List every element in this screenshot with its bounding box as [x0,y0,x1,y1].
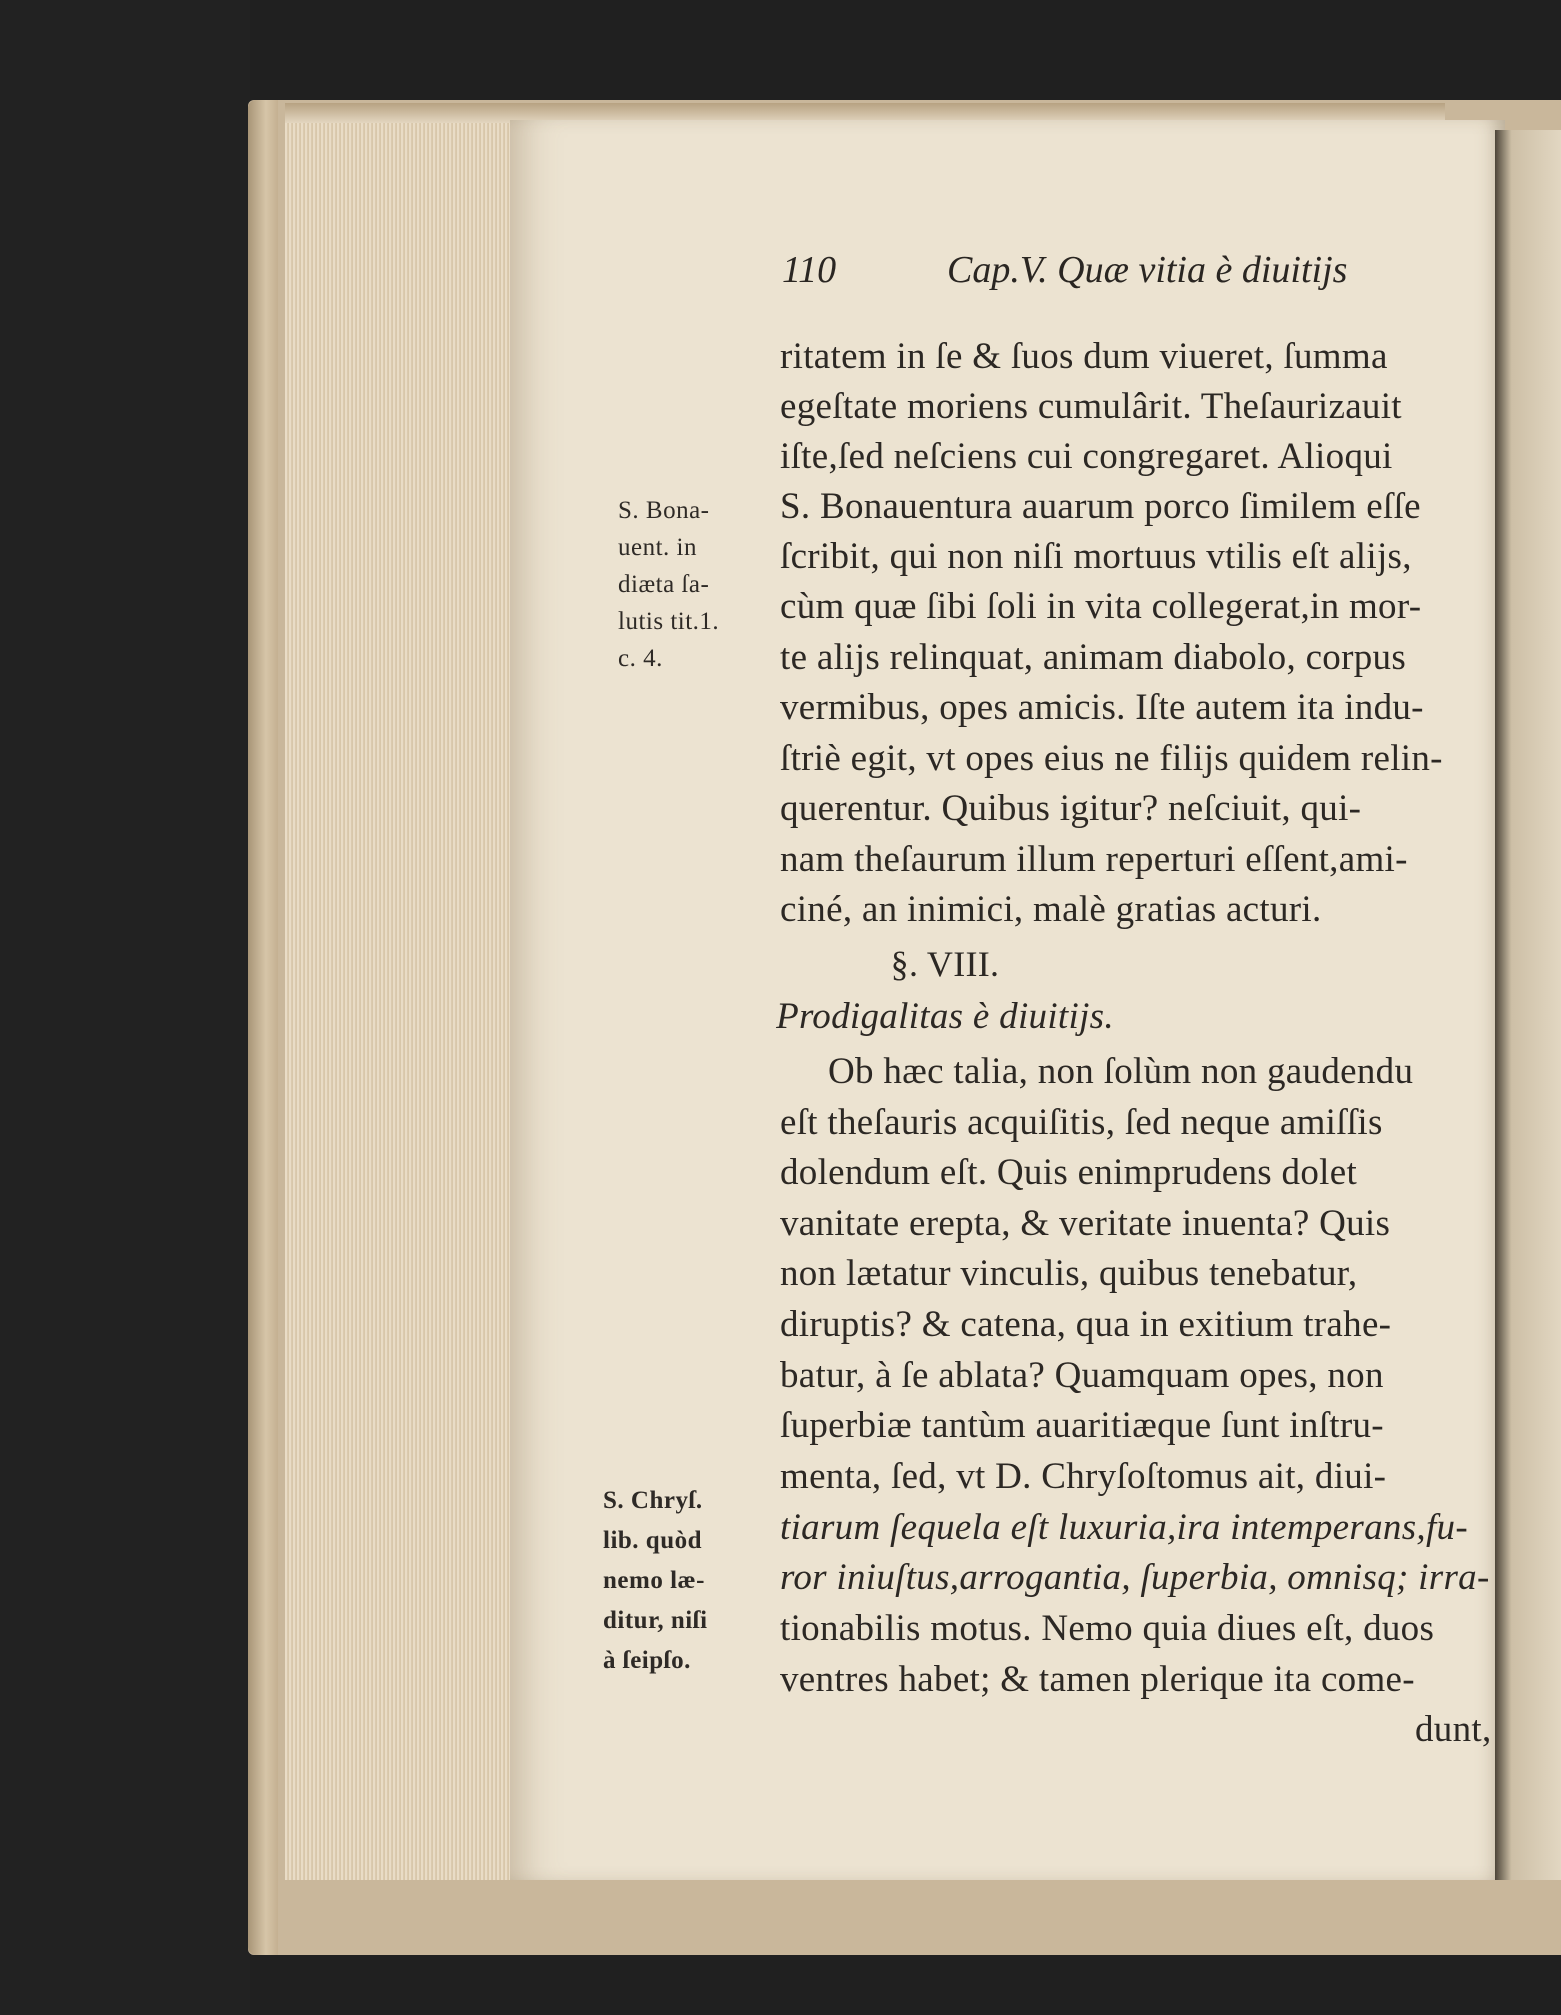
margin-note-line: ditur, niſi [603,1607,708,1634]
text-line: ſcribit, qui non niſi mortuus vtilis eſt alijs, [780,536,1412,577]
text-line: S. Bonauentura auarum porco ſimilem eſſe [780,486,1421,527]
text-line: dolendum eſt. Quis enimprudens dolet [780,1152,1358,1193]
text-line: querentur. Quibus igitur? neſciuit, qui- [780,788,1362,829]
facing-page-edge [1495,130,1561,1880]
text-line: eſt theſauris acquiſitis, ſed neque amiſſis [780,1102,1383,1143]
text-line: Ob hæc talia, non ſolùm non gaudendu [828,1051,1414,1092]
text-line: cùm quæ ſibi ſoli in vita collegerat,in mor- [780,586,1422,627]
margin-note-line: c. 4. [618,645,663,672]
text-line: menta, ſed, vt D. Chryſoſtomus ait, diui- [780,1456,1387,1497]
book-cover-edge [248,100,278,1955]
section-number: §. VIII. [890,944,1000,984]
background-left [0,0,250,2015]
text-line: vermibus, opes amicis. Iſte autem ita indu- [780,687,1424,728]
text-line: ritatem in ſe & ſuos dum viueret, ſumma [780,336,1388,377]
text-line: ventres habet; & tamen plerique ita come- [780,1659,1415,1700]
margin-note-line: diæta ſa- [618,571,710,598]
section-heading: Prodigalitas è diuitijs. [776,996,1114,1037]
text-line: ror iniuſtus,arrogantia, ſuperbia, omnisq; irra- [780,1557,1490,1598]
text-line: diruptis? & catena, qua in exitium trahe- [780,1304,1392,1345]
text-line: vanitate erepta, & veritate inuenta? Quis [780,1203,1391,1244]
text-line: non lætatur vinculis, quibus tenebatur, [780,1253,1358,1294]
running-head-title: Cap.V. Quæ vitia è diuitijs [947,249,1348,291]
text-line: nam theſaurum illum reperturi eſſent,ami- [780,839,1408,880]
text-line: tionabilis motus. Nemo quia diues eſt, duos [780,1608,1435,1649]
text-line: te alijs relinquat, animam diabolo, corpus [780,637,1407,678]
margin-note-line: S. Bona- [618,497,710,524]
text-line: ciné, an inimici, malè gratias acturi. [780,889,1322,930]
margin-note-line: uent. in [618,534,697,561]
text-line: ſtriè egit, vt opes eius ne filijs quidem relin- [780,738,1443,779]
text-line: egeſtate moriens cumulârit. Theſaurizauit [780,386,1402,427]
text-line: ſuperbiæ tantùm auaritiæque ſunt inſtru- [780,1405,1384,1446]
margin-note-line: lutis tit.1. [618,608,720,635]
margin-note-line: nemo læ- [603,1567,705,1594]
running-head [782,248,1402,298]
page-edges [285,110,515,1880]
margin-note-line: à ſeipſo. [603,1647,691,1674]
margin-note-line: S. Chryſ. [603,1487,703,1514]
text-line: dunt, [1415,1709,1492,1750]
text-line: batur, à ſe ablata? Quamquam opes, non [780,1355,1384,1396]
text-line: iſte,ſed neſciens cui congregaret. Alioqui [780,436,1393,477]
page-number: 110 [782,249,837,291]
margin-note-line: lib. quòd [603,1527,703,1554]
text-line: tiarum ſequela eſt luxuria,ira intemperans,fu- [780,1507,1468,1548]
